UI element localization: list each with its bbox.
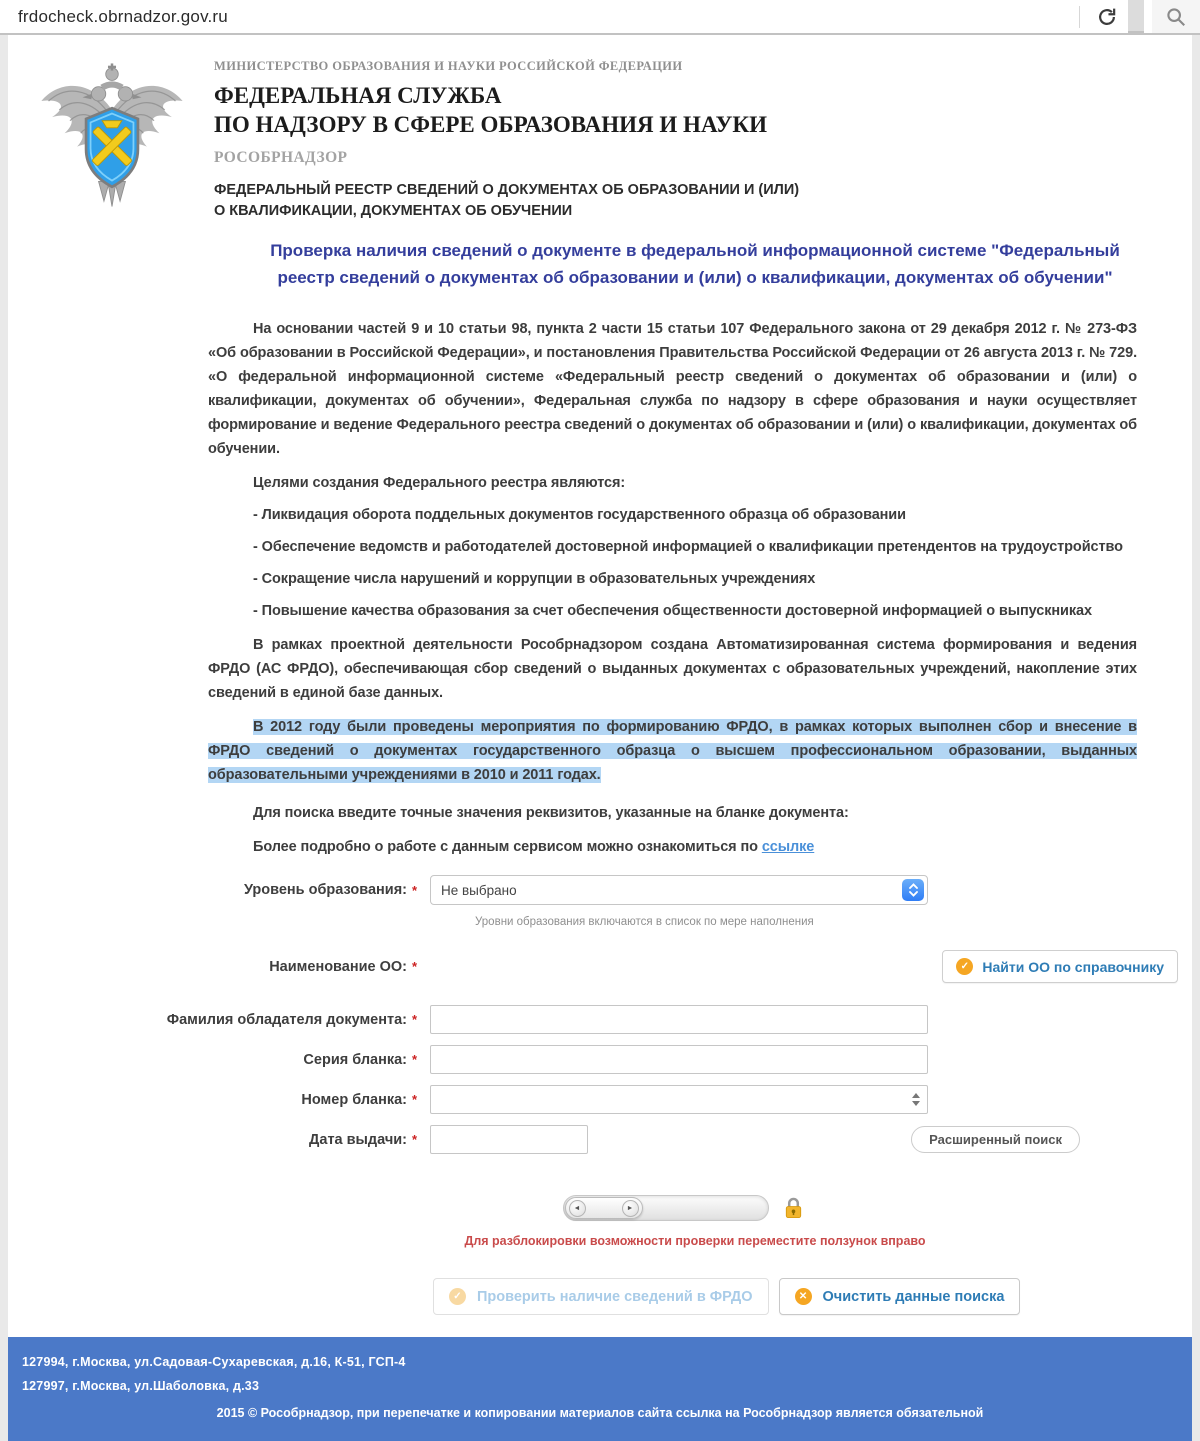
check-circle-icon: ✓ [956, 958, 973, 975]
search-icon[interactable] [1163, 4, 1189, 30]
required-marker: * [412, 1052, 418, 1067]
intro-paragraph: На основании частей 9 и 10 статьи 98, пункта 2 части 15 статьи 107 Федерального закона от 29 декабря 2012 г. № 273-ФЗ «Об образовании в Российской Федерации», и постановления Правительства Российской Федерации от 26 августа 2013 г. № 729. «О федеральной информационной системе «Федеральный реестр сведений о документах об образовании и (или) о квалификации, документах об обучении», Федеральная служба по надзору в сфере образования и науки осуществляет формирование и ведение Федерального реестра сведений о документах об образовании и (или) о квалификации, документах об обучении. [208, 321, 1137, 457]
site-footer [8, 1337, 1192, 1441]
check-frdo-button[interactable]: ✓ Проверить наличие сведений в ФРДО [433, 1278, 769, 1315]
chrome-gap [1128, 0, 1144, 33]
rosobrnadzor-label: РОСОБРНАДЗОР [214, 149, 348, 166]
number-label: Номер бланка: [301, 1091, 407, 1108]
search-instruction: Для поиска введите точные значения реквизитов, указанные на бланке документа: [253, 805, 849, 821]
education-level-select[interactable]: Не выбрано [430, 875, 928, 905]
footer-copyright: 2015 © Рособрнадзор, при перепечатке и копировании материалов сайта ссылка на Рособрнадзор является обязательной [216, 1406, 984, 1420]
advanced-search-button[interactable]: Расширенный поиск [911, 1126, 1080, 1153]
slider-left-arrow-icon[interactable]: ◄ [569, 1200, 586, 1217]
required-marker: * [412, 959, 418, 974]
footer-address-2: 127997, г.Москва, ул.Шаболовка, д.33 [22, 1379, 260, 1393]
goal-item: - Ликвидация оборота поддельных документов государственного образца об образовании [253, 507, 906, 523]
unlock-hint: Для разблокировки возможности проверки переместите ползунок вправо [464, 1234, 926, 1248]
lock-icon [783, 1196, 804, 1220]
unlock-slider-row [433, 1195, 933, 1221]
details-link[interactable]: ссылке [761, 839, 815, 855]
search-form [8, 875, 1192, 1165]
issue-date-label: Дата выдачи: [309, 1131, 407, 1148]
goal-item: - Сокращение числа нарушений и коррупции в образовательных учреждениях [253, 571, 816, 587]
address-bar[interactable]: frdocheck.obrnadzor.gov.ru [18, 6, 228, 26]
surname-input[interactable] [430, 1005, 928, 1034]
required-marker: * [412, 1092, 418, 1107]
issue-date-input[interactable] [430, 1125, 588, 1154]
check-circle-icon: ✓ [449, 1288, 466, 1305]
required-marker: * [412, 882, 418, 898]
rosobrnadzor-emblem [36, 53, 188, 225]
find-oo-button[interactable]: ✓ Найти ОО по справочнику [942, 950, 1178, 983]
clear-circle-icon: ✕ [795, 1288, 812, 1305]
browser-chrome [0, 0, 1200, 35]
required-marker: * [412, 1132, 418, 1147]
service-name: ФЕДЕРАЛЬНАЯ СЛУЖБА ПО НАДЗОРУ В СФЕРЕ ОБРАЗОВАНИЯ И НАУКИ [214, 83, 767, 137]
reload-icon[interactable] [1094, 4, 1120, 30]
unlock-slider[interactable] [563, 1195, 769, 1221]
text-selection: В 2012 году были проведены мероприятия по формированию ФРДО, в рамках которых выполнен сбор и внесение в ФРДО сведений о документах государственного образца о высшем профессиональном образовании, выданных образовательными учреждениями в 2010 и 2011 годах. [208, 719, 1137, 783]
education-level-hint: Уровни образования включаются в список по мере наполнения [475, 916, 814, 928]
number-spinner-icon[interactable] [909, 1090, 922, 1110]
required-marker: * [412, 1012, 418, 1027]
oo-name-label: Наименование ОО: [269, 958, 407, 975]
chrome-divider [1079, 6, 1080, 28]
surname-label: Фамилия обладателя документа: [166, 1011, 407, 1028]
clear-search-button[interactable]: ✕ Очистить данные поиска [779, 1278, 1021, 1315]
site-header [8, 35, 1192, 225]
series-input[interactable] [430, 1045, 928, 1074]
slider-right-arrow-icon[interactable]: ► [622, 1200, 639, 1217]
education-level-label: Уровень образования: [243, 882, 407, 898]
slider-handle[interactable] [565, 1197, 643, 1219]
series-label: Серия бланка: [303, 1051, 407, 1068]
frdo-paragraph: В рамках проектной деятельности Рособрнадзором создана Автоматизированная система формирования и ведения ФРДО (АС ФРДО), обеспечивающая сбор сведений о выданных документах с образовательных учреждений, накопление этих сведений в единой базе данных. [208, 637, 1137, 701]
goal-item: - Обеспечение ведомств и работодателей достоверной информацией о квалификации претендентов на трудоустройство [253, 539, 1123, 555]
highlighted-paragraph [208, 715, 1137, 787]
registry-name: ФЕДЕРАЛЬНЫЙ РЕЕСТР СВЕДЕНИЙ О ДОКУМЕНТАХ ОБ ОБРАЗОВАНИИ И (ИЛИ) О КВАЛИФИКАЦИИ, ДОКУМЕНТАХ ОБ ОБУЧЕНИИ [214, 182, 800, 219]
goal-item: - Повышение качества образования за счет обеспечения общественности достоверной информацией о выпускниках [253, 603, 1092, 619]
goals-intro: Целями создания Федерального реестра являются: [253, 475, 626, 491]
select-stepper-icon[interactable] [902, 879, 924, 901]
ministry-line: МИНИСТЕРСТВО ОБРАЗОВАНИЯ И НАУКИ РОССИЙСКОЙ ФЕДЕРАЦИИ [214, 59, 683, 73]
page-title: Проверка наличия сведений о документе в федеральной информационной системе "Федеральный реестр сведений о документах об образовании и (или) о квалификации, документах об обучении" [270, 241, 1120, 287]
number-input[interactable] [430, 1085, 928, 1114]
more-info-line: Более подробно о работе с данным сервисом можно ознакомиться по ссылке [253, 839, 815, 855]
footer-address-1: 127994, г.Москва, ул.Садовая-Сухаревская, д.16, К-51, ГСП-4 [22, 1355, 406, 1369]
